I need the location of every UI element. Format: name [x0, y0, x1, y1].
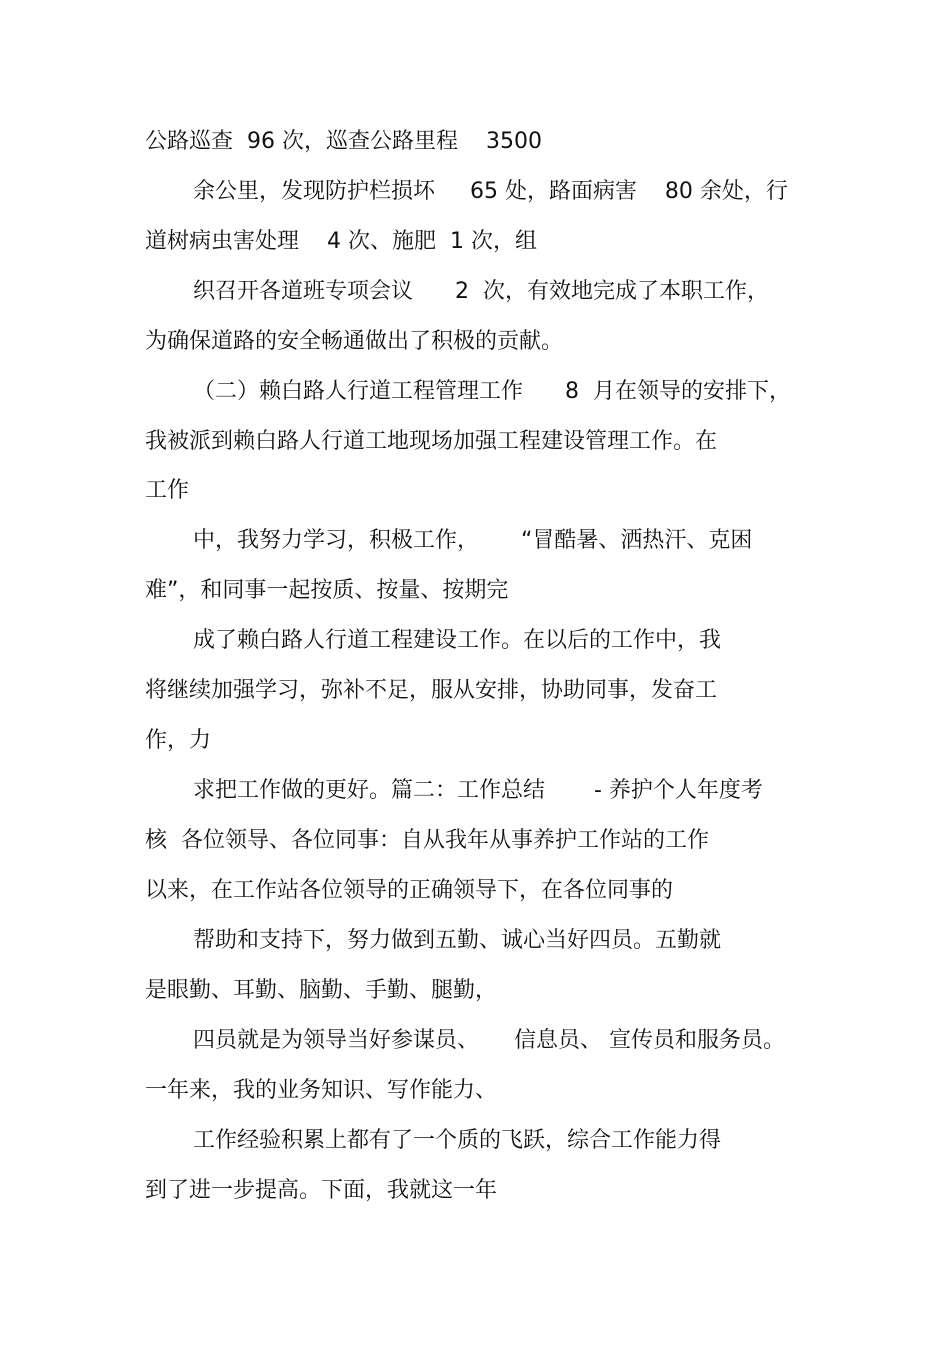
text-line: 一年来，我的业务知识、写作能力、	[145, 1078, 498, 1103]
text-line: 将继续加强学习，弥补不足，服从安排，协助同事，发奋工	[145, 678, 718, 703]
text-line: 成了赖白路人行道工程建设工作。在以后的工作中，我	[193, 628, 722, 653]
text-line: 为确保道路的安全畅通做出了积极的贡献。	[145, 329, 564, 354]
text-line: 作，力	[145, 728, 212, 753]
text-line: 难”，和同事一起按质、按量、按期完	[145, 578, 509, 603]
text-line: 求把工作做的更好。篇二：工作总结 - 养护个人年度考	[193, 778, 763, 803]
text-line: 道树病虫害处理 4 次、施肥 1 次，组	[145, 229, 537, 254]
text-line: 核 各位领导、各位同事：自从我年从事养护工作站的工作	[145, 828, 709, 853]
text-line: 以来，在工作站各位领导的正确领导下，在各位同事的	[145, 878, 674, 903]
text-line: 余公里，发现防护栏损坏 65 处，路面病害 80 余处，行	[193, 179, 788, 204]
text-line: 帮助和支持下，努力做到五勤、诚心当好四员。五勤就	[193, 928, 722, 953]
text-line: 是眼勤、耳勤、脑勤、手勤、腿勤，	[145, 978, 498, 1003]
text-line: 四员就是为领导当好参谋员、 信息员、 宣传员和服务员。	[193, 1028, 785, 1053]
text-line: 织召开各道班专项会议 2 次，有效地完成了本职工作，	[193, 279, 769, 304]
text-line: 到了进一步提高。下面，我就这一年	[145, 1178, 498, 1203]
text-line: 中，我努力学习，积极工作， “冒酷暑、洒热汗、克困	[193, 528, 753, 553]
text-line: 工作经验积累上都有了一个质的飞跃，综合工作能力得	[193, 1128, 722, 1153]
text-line: 公路巡查 96 次，巡查公路里程 3500	[145, 129, 542, 154]
text-line: （二）赖白路人行道工程管理工作 8 月在领导的安排下，	[193, 379, 791, 404]
text-line: 工作	[145, 478, 190, 503]
text-line: 我被派到赖白路人行道工地现场加强工程建设管理工作。在	[145, 429, 718, 454]
